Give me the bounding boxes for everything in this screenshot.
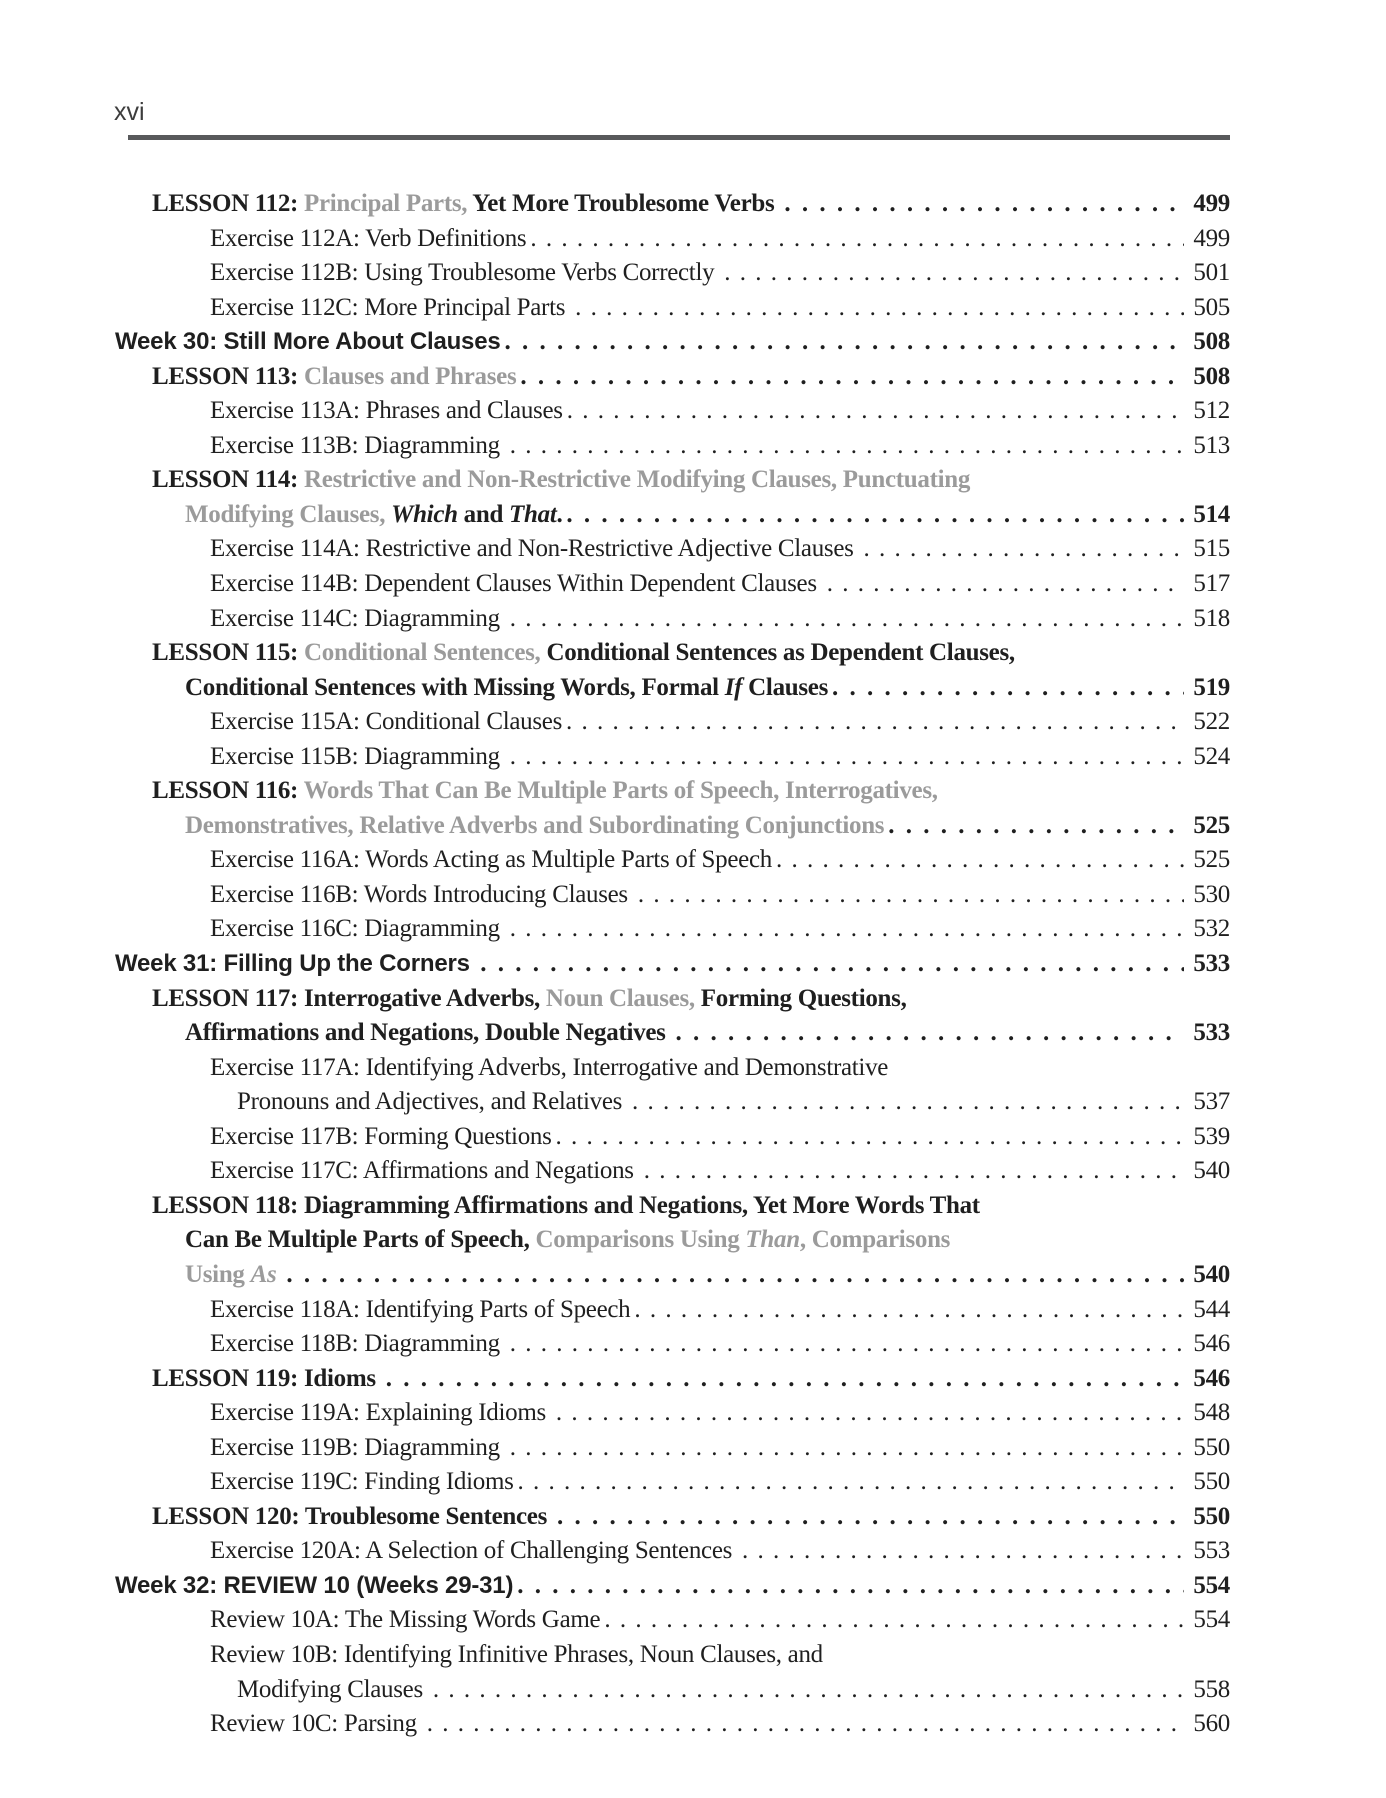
- toc-entry-text: [185, 1019, 672, 1047]
- toc-entry-segment: Demonstratives, Relative Adverbs and Subordinating Conjunctions: [185, 811, 885, 839]
- dot-leader: [530, 225, 1184, 253]
- toc-entry-text: [210, 708, 562, 736]
- header-rule: [128, 135, 1230, 140]
- toc-page-ref: 530: [1193, 880, 1230, 908]
- toc-entry-text: [210, 1296, 630, 1324]
- toc-line: [115, 190, 1230, 225]
- toc-line: [115, 1157, 1230, 1192]
- toc-line: [115, 674, 1230, 709]
- toc-page-ref: 499: [1193, 190, 1230, 217]
- toc-entry-segment: Exercise 113B: Diagramming: [210, 431, 506, 459]
- toc-page-ref: 533: [1193, 1019, 1230, 1047]
- toc-entry-segment: That: [509, 500, 557, 528]
- toc-entry-text: [210, 605, 506, 633]
- toc-entry-segment: Exercise 115B: Diagramming: [210, 742, 506, 770]
- toc-entry-text: [210, 915, 506, 943]
- toc-line: [115, 535, 1230, 570]
- toc-entry-segment: LESSON 117: Interrogative Adverbs,: [152, 984, 546, 1012]
- toc-entry-segment: Exercise 117B: Forming Questions: [210, 1122, 552, 1150]
- toc-entry-text: [210, 294, 571, 322]
- toc-page-ref: 560: [1193, 1710, 1230, 1738]
- toc-page-ref: 505: [1193, 293, 1230, 321]
- toc-page-ref: 554: [1193, 1606, 1230, 1634]
- toc-entry-text: [210, 432, 506, 460]
- toc-entry-segment: Exercise 120A: A Selection of Challenging Sentences: [210, 1537, 739, 1565]
- dot-leader: [888, 812, 1184, 840]
- toc-line: [115, 812, 1230, 847]
- toc-page-ref: 501: [1193, 259, 1230, 287]
- toc-page-ref: 558: [1193, 1675, 1230, 1703]
- dot-leader: [520, 363, 1184, 391]
- dot-leader: [286, 1261, 1184, 1289]
- toc-entry-text: [210, 1123, 552, 1151]
- toc-line: [115, 743, 1230, 778]
- toc-page-ref: 525: [1193, 846, 1230, 874]
- toc-entry-segment: Exercise 116A: Words Acting as Multiple Parts of Speech: [210, 846, 772, 874]
- dot-leader: [566, 708, 1184, 736]
- dot-leader: [784, 190, 1184, 218]
- toc-entry-segment: Comparisons Using: [535, 1226, 746, 1254]
- toc-page-ref: 513: [1193, 431, 1230, 459]
- toc-page-ref: 540: [1193, 1157, 1230, 1185]
- toc-line: [115, 225, 1230, 260]
- toc-entry-segment: LESSON 112:: [152, 190, 305, 217]
- toc-entry-segment: Conditional Sentences as Dependent Clauses,: [546, 639, 1015, 667]
- toc-entry-segment: LESSON 118: Diagramming Affirmations and Negations, Yet More Words That: [152, 1191, 980, 1219]
- toc-line: [115, 1434, 1230, 1469]
- toc-page-ref: 537: [1193, 1088, 1230, 1116]
- dot-leader: [517, 1572, 1184, 1600]
- toc-line: [115, 708, 1230, 743]
- toc-entry-segment: Clauses: [742, 673, 829, 701]
- toc-entry-segment: Affirmations and Negations, Double Negatives: [185, 1019, 672, 1047]
- toc-entry-segment: Exercise 114B: Dependent Clauses Within Dependent Clauses: [210, 570, 823, 598]
- dot-leader: [510, 915, 1185, 943]
- toc-page-ref: 539: [1193, 1122, 1230, 1150]
- toc-line: [115, 1676, 1230, 1711]
- toc-line: [115, 1088, 1230, 1123]
- dot-leader: [644, 1157, 1185, 1185]
- toc-entry-segment: Pronouns and Adjectives, and Relatives: [237, 1088, 629, 1116]
- toc-entry-text: [115, 950, 476, 978]
- toc-page-ref: 508: [1193, 362, 1230, 390]
- toc-entry-text: [152, 363, 516, 391]
- toc-page-ref: 508: [1193, 328, 1230, 356]
- dot-leader: [510, 743, 1185, 771]
- toc-line: [115, 1261, 1230, 1296]
- toc-entry-text: [210, 397, 563, 425]
- toc-line: [115, 950, 1230, 985]
- toc-entry-segment: Using: [185, 1260, 251, 1288]
- toc-entry-text: [152, 1365, 382, 1393]
- toc-line: [115, 466, 1230, 501]
- toc-page-ref: 546: [1193, 1364, 1230, 1392]
- dot-leader: [742, 1537, 1184, 1565]
- toc-entry-text: [210, 1054, 888, 1082]
- toc-entry-text: [185, 501, 562, 529]
- dot-leader: [518, 1468, 1185, 1496]
- toc-entry-segment: Week 31: Filling Up the Corners: [115, 950, 477, 978]
- toc-line: [115, 1503, 1230, 1538]
- toc-entry-segment: Exercise 117C: Affirmations and Negations: [210, 1157, 640, 1185]
- toc-page-ref: 553: [1193, 1537, 1230, 1565]
- toc-entry-text: [115, 1572, 513, 1600]
- toc-entry-segment: Week 32: REVIEW 10 (Weeks 29-31): [115, 1571, 514, 1599]
- toc-entry-segment: LESSON 120: Troublesome Sentences: [152, 1502, 553, 1530]
- dot-leader: [676, 1019, 1185, 1047]
- toc-page-ref: 540: [1193, 1260, 1230, 1288]
- toc-page-ref: 550: [1193, 1502, 1230, 1530]
- dot-leader: [776, 846, 1184, 874]
- toc-entry-segment: Exercise 114A: Restrictive and Non-Restrictive Adjective Clauses: [210, 535, 860, 563]
- toc-entry-segment: Exercise 118B: Diagramming: [210, 1330, 506, 1358]
- toc-page-ref: 499: [1193, 224, 1230, 252]
- toc-entry-segment: Principal Parts,: [304, 190, 473, 217]
- toc-entry-text: [152, 639, 1015, 667]
- toc-entry-segment: Which: [391, 500, 458, 528]
- toc-entry-text: [152, 1192, 980, 1220]
- toc-page-ref: 524: [1193, 742, 1230, 770]
- toc-entry-segment: Noun Clauses,: [545, 984, 701, 1012]
- toc-line: [115, 881, 1230, 916]
- dot-leader: [604, 1606, 1184, 1634]
- toc-line: [115, 501, 1230, 536]
- toc-page-ref: 546: [1193, 1330, 1230, 1358]
- dot-leader: [724, 259, 1184, 287]
- toc-entry-segment: Can Be Multiple Parts of Speech,: [185, 1226, 536, 1254]
- toc-entry-text: [210, 1399, 552, 1427]
- toc-entry-text: [185, 812, 884, 840]
- toc-page-ref: 517: [1193, 570, 1230, 598]
- toc-page-ref: 550: [1193, 1433, 1230, 1461]
- toc-entry-segment: If: [724, 673, 743, 701]
- toc-entry-segment: Modifying Clauses,: [185, 500, 392, 528]
- toc-line: [115, 1572, 1230, 1607]
- toc-page-ref: 533: [1193, 950, 1230, 978]
- toc-entry-text: [185, 1261, 282, 1289]
- toc-line: [115, 985, 1230, 1020]
- toc-page-ref: 519: [1193, 673, 1230, 701]
- toc-entry-segment: Exercise 114C: Diagramming: [210, 604, 506, 632]
- toc-entry-text: [152, 466, 970, 494]
- dot-leader: [480, 950, 1184, 978]
- toc-page-ref: 515: [1193, 535, 1230, 563]
- toc-entry-segment: LESSON 116:: [152, 777, 304, 805]
- toc-line: [115, 639, 1230, 674]
- dot-leader: [638, 881, 1185, 909]
- toc-entry-segment: Exercise 117A: Identifying Adverbs, Interrogative and Demonstrative: [210, 1053, 889, 1081]
- toc-page-ref: 532: [1193, 915, 1230, 943]
- toc-entry-segment: Exercise 113A: Phrases and Clauses: [210, 397, 563, 425]
- toc-entry-segment: .: [556, 500, 563, 528]
- toc-line: [115, 1330, 1230, 1365]
- toc-entry-text: [210, 570, 823, 598]
- dot-leader: [505, 328, 1185, 356]
- toc-line: [115, 1399, 1230, 1434]
- toc-entry-text: [210, 535, 860, 563]
- toc-line: [115, 432, 1230, 467]
- dot-leader: [510, 432, 1185, 460]
- dot-leader: [510, 605, 1185, 633]
- toc-line: [115, 1537, 1230, 1572]
- toc-entry-segment: Exercise 119B: Diagramming: [210, 1433, 506, 1461]
- toc-entry-text: [210, 743, 506, 771]
- toc-entry-segment: LESSON 115:: [152, 639, 305, 667]
- dot-leader: [827, 570, 1185, 598]
- page-number-folio: xvi: [114, 98, 145, 126]
- toc-line: [115, 1641, 1230, 1676]
- toc-entry-segment: Forming Questions,: [700, 984, 907, 1012]
- toc-line: [115, 328, 1230, 363]
- toc-entry-segment: LESSON 114:: [152, 466, 305, 494]
- toc-line: [115, 1123, 1230, 1158]
- toc-entry-text: [210, 846, 772, 874]
- toc-line: [115, 915, 1230, 950]
- toc-entry-segment: Words That Can Be Multiple Parts of Speech, Interrogatives,: [303, 777, 938, 805]
- toc-line: [115, 605, 1230, 640]
- toc-entry-segment: Restrictive and Non-Restrictive Modifying Clauses, Punctuating: [304, 466, 971, 494]
- toc-entry-segment: LESSON 113:: [152, 362, 305, 390]
- dot-leader: [864, 535, 1185, 563]
- toc-entry-segment: Yet More Troublesome Verbs: [472, 190, 781, 217]
- toc-entry-segment: , Comparisons: [799, 1226, 951, 1254]
- toc-page-ref: 518: [1193, 604, 1230, 632]
- toc-page-ref: 544: [1193, 1295, 1230, 1323]
- toc-entry-segment: Exercise 115A: Conditional Clauses: [210, 708, 563, 736]
- dot-leader: [634, 1296, 1184, 1324]
- toc-entry-text: [210, 1330, 506, 1358]
- dot-leader: [832, 674, 1184, 702]
- toc-line: [115, 570, 1230, 605]
- toc-entry-segment: Than: [745, 1226, 800, 1254]
- table-of-contents: [115, 190, 1230, 1745]
- toc-entry-text: [210, 259, 720, 287]
- toc-line: [115, 259, 1230, 294]
- toc-entry-segment: Exercise 112C: More Principal Parts: [210, 293, 572, 321]
- toc-entry-segment: [276, 1261, 282, 1288]
- toc-entry-text: [237, 1088, 628, 1116]
- dot-leader: [510, 1330, 1185, 1358]
- toc-line: [115, 397, 1230, 432]
- toc-entry-text: [185, 1226, 950, 1254]
- toc-entry-text: [210, 1434, 506, 1462]
- toc-page-ref: 514: [1193, 500, 1230, 528]
- toc-line: [115, 846, 1230, 881]
- toc-page-ref: 548: [1193, 1399, 1230, 1427]
- toc-entry-segment: LESSON 119: Idioms: [152, 1364, 382, 1392]
- toc-entry-segment: Exercise 118A: Identifying Parts of Speech: [210, 1295, 631, 1323]
- toc-line: [115, 1365, 1230, 1400]
- toc-entry-segment: As: [250, 1260, 277, 1288]
- dot-leader: [567, 397, 1185, 425]
- toc-entry-text: [210, 225, 526, 253]
- toc-entry-segment: Modifying Clauses: [237, 1675, 429, 1703]
- toc-entry-text: [185, 674, 828, 702]
- toc-page-ref: 525: [1193, 811, 1230, 839]
- dot-leader: [632, 1088, 1184, 1116]
- toc-entry-text: [115, 328, 501, 356]
- toc-entry-segment: Review 10A: The Missing Words Game: [210, 1606, 601, 1634]
- toc-entry-segment: Exercise 112B: Using Troublesome Verbs Correctly: [210, 259, 721, 287]
- toc-line: [115, 1468, 1230, 1503]
- toc-line: [115, 1019, 1230, 1054]
- toc-entry-text: [210, 1537, 738, 1565]
- toc-line: [115, 1606, 1230, 1641]
- toc-entry-text: [210, 1606, 600, 1634]
- toc-entry-text: [210, 1641, 823, 1669]
- toc-entry-segment: Conditional Sentences with Missing Words, Formal: [185, 673, 725, 701]
- toc-line: [115, 777, 1230, 812]
- toc-entry-text: [152, 985, 907, 1013]
- toc-entry-text: [152, 777, 938, 805]
- dot-leader: [556, 1123, 1185, 1151]
- toc-line: [115, 1710, 1230, 1745]
- toc-entry-segment: Exercise 116B: Words Introducing Clauses: [210, 880, 634, 908]
- toc-page-ref: 512: [1193, 397, 1230, 425]
- dot-leader: [386, 1365, 1185, 1393]
- dot-leader: [566, 501, 1184, 529]
- toc-entry-segment: Exercise 119A: Explaining Idioms: [210, 1399, 552, 1427]
- toc-line: [115, 294, 1230, 329]
- toc-page-ref: 550: [1193, 1468, 1230, 1496]
- dot-leader: [510, 1434, 1185, 1462]
- toc-line: [115, 363, 1230, 398]
- toc-entry-text: [210, 1468, 514, 1496]
- toc-entry-segment: and: [457, 500, 510, 528]
- toc-line: [115, 1296, 1230, 1331]
- toc-entry-segment: Exercise 116C: Diagramming: [210, 915, 506, 943]
- toc-line: [115, 1192, 1230, 1227]
- toc-page-ref: 554: [1193, 1571, 1230, 1599]
- toc-entry-text: [152, 1503, 553, 1531]
- toc-entry-segment: Conditional Sentences,: [304, 639, 547, 667]
- toc-entry-text: [210, 881, 634, 909]
- toc-entry-segment: Review 10B: Identifying Infinitive Phrases, Noun Clauses, and: [210, 1640, 823, 1668]
- dot-leader: [556, 1399, 1185, 1427]
- toc-entry-text: [210, 1710, 423, 1738]
- toc-line: [115, 1226, 1230, 1261]
- dot-leader: [427, 1710, 1185, 1738]
- toc-entry-text: [210, 1157, 640, 1185]
- toc-entry-segment: Week 30: Still More About Clauses: [115, 328, 501, 356]
- dot-leader: [575, 294, 1184, 322]
- toc-entry-text: [152, 190, 780, 218]
- toc-line: [115, 1054, 1230, 1089]
- toc-page-ref: 522: [1193, 708, 1230, 736]
- dot-leader: [557, 1503, 1184, 1531]
- toc-entry-segment: Exercise 119C: Finding Idioms: [210, 1468, 514, 1496]
- toc-entry-segment: Clauses and Phrases: [304, 362, 517, 390]
- toc-entry-segment: Exercise 112A: Verb Definitions: [210, 224, 527, 252]
- dot-leader: [433, 1676, 1185, 1704]
- toc-entry-segment: Review 10C: Parsing: [210, 1710, 423, 1738]
- toc-entry-text: [237, 1676, 429, 1704]
